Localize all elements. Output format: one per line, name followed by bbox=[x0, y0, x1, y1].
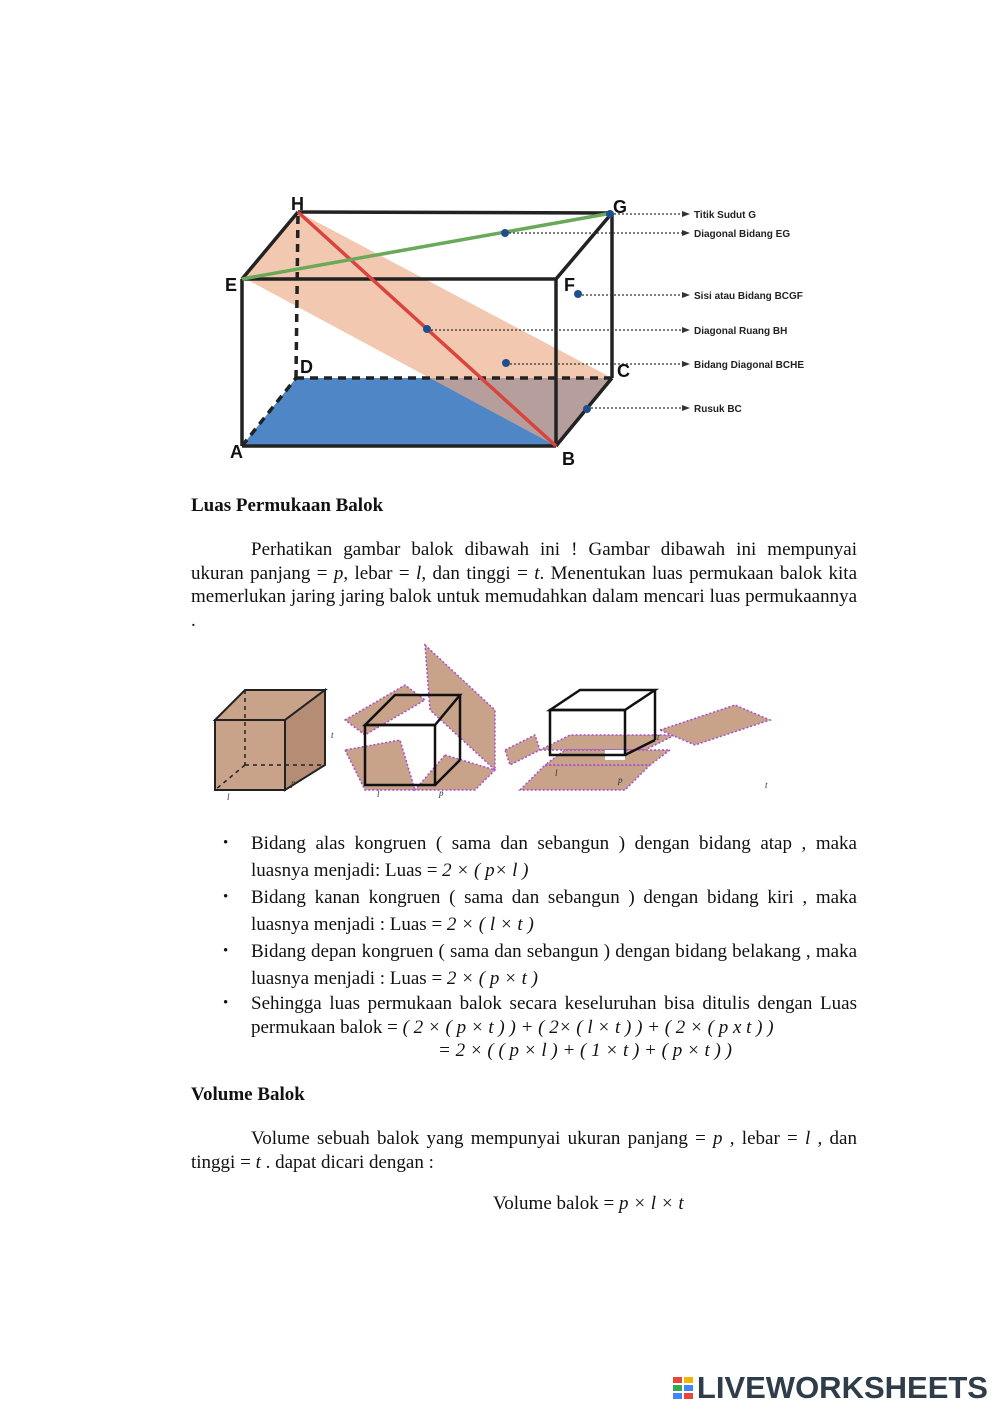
surface-area-bullet-list bbox=[191, 830, 857, 1063]
bullet-item-total: • Sehingga luas permukaan balok secara keseluruhan bisa ditulis dengan Luas permukaan balok = ( 2 × ( p × t ) ) + ( 2× ( l × t ) ) + ( 2 × ( p x t ) ) = 2 × ( ( p × l ) + ( 1 × t ) + ( p × t ) ) bbox=[223, 993, 857, 1061]
volume-formula: Volume balok = p × l × t bbox=[493, 1193, 684, 1214]
opening-box bbox=[345, 645, 495, 790]
vertex-label-g: G bbox=[613, 197, 628, 217]
net-label-p1: p bbox=[291, 778, 296, 788]
vertex-label-e: E bbox=[225, 275, 238, 295]
bullet-dot: • bbox=[223, 943, 229, 959]
net-label-t1: t bbox=[331, 730, 334, 740]
liveworksheets-logo-icon bbox=[673, 1375, 695, 1401]
bullet-dot: • bbox=[223, 835, 229, 851]
vertex-label-a: A bbox=[230, 442, 243, 462]
section1-intro-paragraph: Perhatikan gambar balok dibawah ini ! Gambar dibawah ini mempunyai ukuran panjang = p, lebar = l, dan tinggi = t. Menentukan luas permukaan balok kita memerlukan jaring jaring balok untuk memudahkan dalam mencari luas permukaannya . bbox=[191, 539, 857, 631]
net-label-t2: t bbox=[657, 732, 660, 742]
cuboid-nets-figure bbox=[205, 640, 785, 805]
flat-net bbox=[505, 690, 770, 790]
net-label-p3: p bbox=[618, 775, 623, 785]
vertex-label-d: D bbox=[300, 357, 313, 377]
net-label-p2: p bbox=[439, 788, 444, 798]
annotation-titik-sudut-g: Titik Sudut G bbox=[694, 210, 757, 221]
total-formula-line2: = 2 × ( ( p × l ) + ( 1 × t ) + ( p × t ) ) bbox=[438, 1040, 732, 1061]
section-title-luas-permukaan: Luas Permukaan Balok bbox=[191, 495, 384, 516]
net-label-t3: t bbox=[765, 780, 768, 790]
net-label-l1: l bbox=[227, 792, 230, 802]
vertex-label-f: F bbox=[564, 275, 575, 295]
bullet-item-alas: • Bidang alas kongruen ( sama dan sebangun ) dengan bidang atap , maka luasnya menjadi: Luas = 2 × ( p× l ) bbox=[191, 830, 857, 884]
closed-box bbox=[215, 690, 325, 790]
section2-intro-paragraph: Volume sebuah balok yang mempunyai ukuran panjang = p , lebar = l , dan tinggi = t . dapat dicari dengan : bbox=[191, 1128, 857, 1173]
annotation-diagonal-ruang-bh: Diagonal Ruang BH bbox=[694, 326, 788, 337]
vertex-label-b: B bbox=[562, 449, 575, 469]
bullet-dot: • bbox=[223, 995, 229, 1011]
bullet-dot: • bbox=[223, 889, 229, 905]
vertex-label-h: H bbox=[291, 194, 304, 214]
annotation-sisi-bidang-bcgf: Sisi atau Bidang BCGF bbox=[694, 291, 803, 302]
cuboid-diagram bbox=[220, 190, 840, 470]
annotation-rusuk-bc: Rusuk BC bbox=[694, 404, 742, 415]
bullet-item-depan: • Bidang depan kongruen ( sama dan sebangun ) dengan bidang belakang , maka luasnya menjadi : Luas = 2 × ( p × t ) bbox=[191, 938, 857, 992]
net-label-l2: l bbox=[377, 789, 380, 799]
annotation-diagonal-bidang-eg: Diagonal Bidang EG bbox=[694, 229, 791, 240]
annotation-bidang-diagonal-bche: Bidang Diagonal BCHE bbox=[694, 360, 805, 371]
vertex-label-c: C bbox=[617, 361, 630, 381]
liveworksheets-brand-text: LIVEWORKSHEETS bbox=[696, 1370, 988, 1405]
bullet-item-kanan: • Bidang kanan kongruen ( sama dan sebangun ) dengan bidang kiri , maka luasnya menjadi : Luas = 2 × ( l × t ) bbox=[191, 884, 857, 938]
net-label-l3: l bbox=[555, 768, 558, 778]
liveworksheets-logo bbox=[673, 1370, 988, 1406]
section-title-volume: Volume Balok bbox=[191, 1084, 305, 1105]
